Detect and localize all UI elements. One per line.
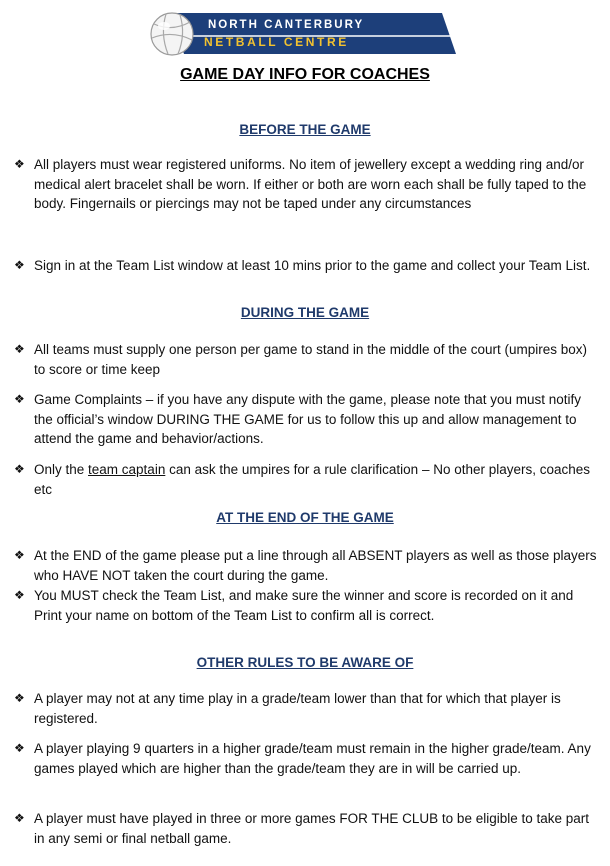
list-item-text-end: can ask the umpires for a rule clarification – No other players, coaches etc: [34, 462, 591, 497]
list-item: [14, 739, 599, 778]
section-heading-other-rules: OTHER RULES TO BE AWARE OF: [196, 655, 414, 670]
list-item-text: All teams must supply one person per game to stand in the middle of the court (umpires box) to score or time keep: [34, 342, 588, 377]
bullet-icon: ❖: [14, 741, 25, 755]
bullet-icon: ❖: [14, 258, 25, 272]
list-item-text-start: Only the: [34, 462, 89, 477]
logo-text-line2: NETBALL CENTRE: [204, 35, 349, 49]
section-heading-during: DURING THE GAME: [240, 305, 370, 320]
header-logo: [150, 10, 458, 56]
list-item: [14, 586, 599, 625]
section-heading-before: BEFORE THE GAME: [239, 122, 371, 137]
bullet-icon: ❖: [14, 462, 25, 476]
list-item-text: A player may not at any time play in a grade/team lower than that for which that player is registered.: [34, 691, 561, 726]
bullet-icon: ❖: [14, 691, 25, 705]
list-item: [14, 809, 599, 848]
list-item-text: Sign in at the Team List window at least 10 mins prior to the game and collect your Team List.: [34, 258, 591, 273]
logo-text-line1: NORTH CANTERBURY: [208, 19, 365, 31]
bullet-icon: ❖: [14, 392, 25, 406]
list-item-text: All players must wear registered uniforms. No item of jewellery except a wedding ring and/or medical alert bracelet shall be worn. If either or both are worn each shall be fully taped to the body. Fingernails or piercings may not be taped under any circumstances: [34, 157, 587, 211]
bullet-icon: ❖: [14, 342, 25, 356]
netball-icon: [151, 13, 193, 55]
list-item: [14, 155, 599, 214]
logo-graphic: [150, 10, 458, 56]
bullet-icon: ❖: [14, 548, 25, 562]
bullet-icon: ❖: [14, 588, 25, 602]
list-item-text: [34, 460, 599, 499]
list-item: [14, 546, 599, 585]
list-item: [14, 256, 599, 276]
list-item: [14, 390, 599, 449]
list-item: [14, 689, 599, 728]
list-item-text: Game Complaints – if you have any dispute with the game, please note that you must notify the official’s window DURING THE GAME for us to follow this up and allow management to attend the game and behavior/actions.: [34, 392, 582, 446]
list-item: [14, 460, 599, 499]
list-item-text: A player playing 9 quarters in a higher grade/team must remain in the higher grade/team. Any games played which are higher than the grade/team they are in will be carried up.: [34, 741, 591, 776]
list-item-text: A player must have played in three or more games FOR THE CLUB to be eligible to take part in any semi or final netball game.: [34, 811, 590, 846]
bullet-icon: ❖: [14, 811, 25, 825]
team-captain-emphasis: team captain: [88, 462, 166, 477]
list-item-text: At the END of the game please put a line through all ABSENT players as well as those players who HAVE NOT taken the court during the game.: [34, 548, 597, 583]
list-item: [14, 340, 599, 379]
bullet-icon: ❖: [14, 157, 25, 171]
section-heading-end: AT THE END OF THE GAME: [216, 510, 394, 525]
list-item-text: You MUST check the Team List, and make sure the winner and score is recorded on it and Print your name on bottom of the Team List to confirm all is correct.: [34, 588, 574, 623]
page-title: GAME DAY INFO FOR COACHES: [180, 66, 430, 83]
